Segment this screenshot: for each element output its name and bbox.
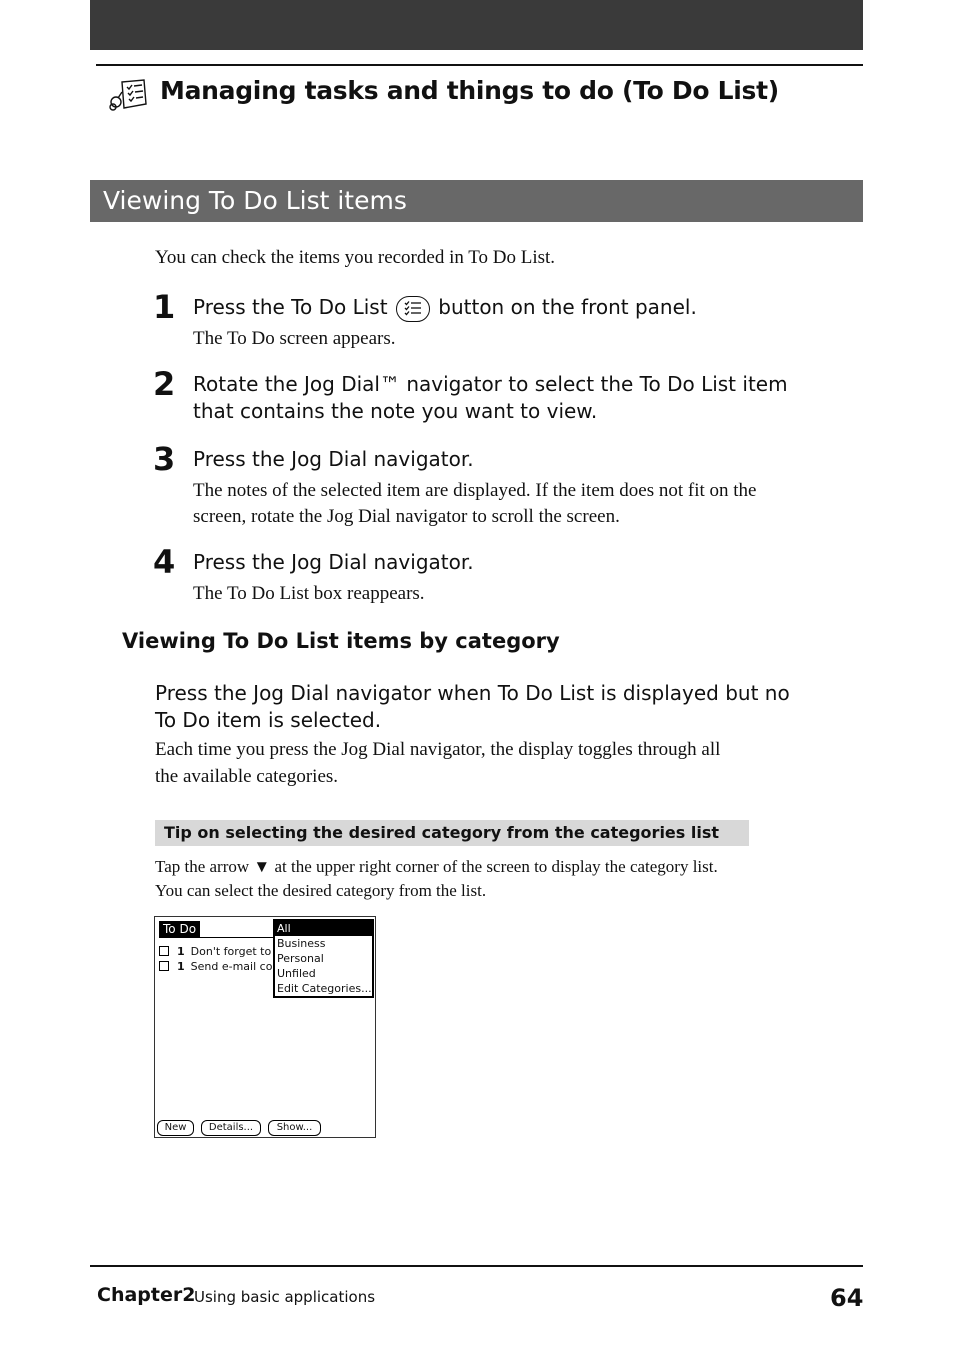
todo-item-text: Don't forget to <box>190 945 272 958</box>
footer-subtitle: Using basic applications <box>194 1288 376 1306</box>
todo-title-tab: To Do <box>159 921 200 938</box>
title-underline <box>159 937 277 938</box>
details-button[interactable]: Details... <box>201 1120 261 1136</box>
todo-list-button-icon <box>396 296 430 322</box>
subsection-instruction-line-2: To Do item is selected. <box>155 708 382 732</box>
category-option-edit-categories[interactable]: Edit Categories... <box>277 982 372 995</box>
intro-text: You can check the items you recorded in To Do List. <box>155 247 556 268</box>
priority: 1 <box>177 960 185 973</box>
new-button[interactable]: New <box>157 1120 194 1136</box>
step-number: 2 <box>153 365 176 403</box>
step-1-text <box>193 294 697 322</box>
category-option-unfiled[interactable]: Unfiled <box>277 967 316 980</box>
step-1-note: The To Do screen appears. <box>193 328 396 349</box>
footer-rule <box>90 1265 863 1267</box>
category-option-all[interactable]: All <box>275 921 372 936</box>
step-4-note: The To Do List box reappears. <box>193 583 425 604</box>
todo-item[interactable] <box>159 960 273 974</box>
step-2-line-1: Rotate the Jog Dial™ navigator to select the To Do List item <box>193 372 788 396</box>
step-3-note-line-1: The notes of the selected item are displayed. If the item does not fit on the <box>193 480 757 501</box>
priority: 1 <box>177 945 185 958</box>
footer-chapter: Chapter2 <box>97 1284 196 1306</box>
tip-line-2: You can select the desired category from the list. <box>155 881 487 900</box>
todo-item-text: Send e-mail co <box>190 960 273 973</box>
show-button[interactable]: Show... <box>268 1120 321 1136</box>
tip-title: Tip on selecting the desired category from the categories list <box>164 823 720 842</box>
top-header-bar <box>90 0 863 50</box>
step-number: 1 <box>153 288 176 326</box>
section-title: Viewing To Do List items <box>103 186 407 215</box>
subsection-instruction-line-1: Press the Jog Dial navigator when To Do List is displayed but no <box>155 681 790 705</box>
subsection-title: Viewing To Do List items by category <box>122 629 560 653</box>
checkbox-icon[interactable] <box>159 961 169 971</box>
header-rule <box>96 64 863 66</box>
subsection-note-line-2: the available categories. <box>155 766 339 787</box>
step-1-text-after: button on the front panel. <box>438 295 697 319</box>
subsection-note-line-1: Each time you press the Jog Dial navigator, the display toggles through all <box>155 739 721 760</box>
category-option-business[interactable]: Business <box>277 937 326 950</box>
step-4-text: Press the Jog Dial navigator. <box>193 550 474 574</box>
checkbox-icon[interactable] <box>159 946 169 956</box>
todo-screenshot <box>154 916 376 1138</box>
todo-item[interactable] <box>159 945 273 959</box>
step-number: 4 <box>153 543 176 581</box>
step-1-text-before: Press the To Do List <box>193 295 388 319</box>
category-option-personal[interactable]: Personal <box>277 952 324 965</box>
todo-list-app-icon <box>108 78 150 112</box>
step-3-note-line-2: screen, rotate the Jog Dial navigator to scroll the screen. <box>193 506 620 527</box>
step-number: 3 <box>153 440 176 478</box>
category-menu <box>273 919 374 998</box>
tip-line-1: Tap the arrow ▼ at the upper right corner of the screen to display the category list. <box>155 857 718 876</box>
chapter-title: Managing tasks and things to do (To Do List) <box>160 76 779 105</box>
step-2-line-2: that contains the note you want to view. <box>193 399 598 423</box>
step-3-text: Press the Jog Dial navigator. <box>193 447 474 471</box>
page-number: 64 <box>830 1284 864 1312</box>
